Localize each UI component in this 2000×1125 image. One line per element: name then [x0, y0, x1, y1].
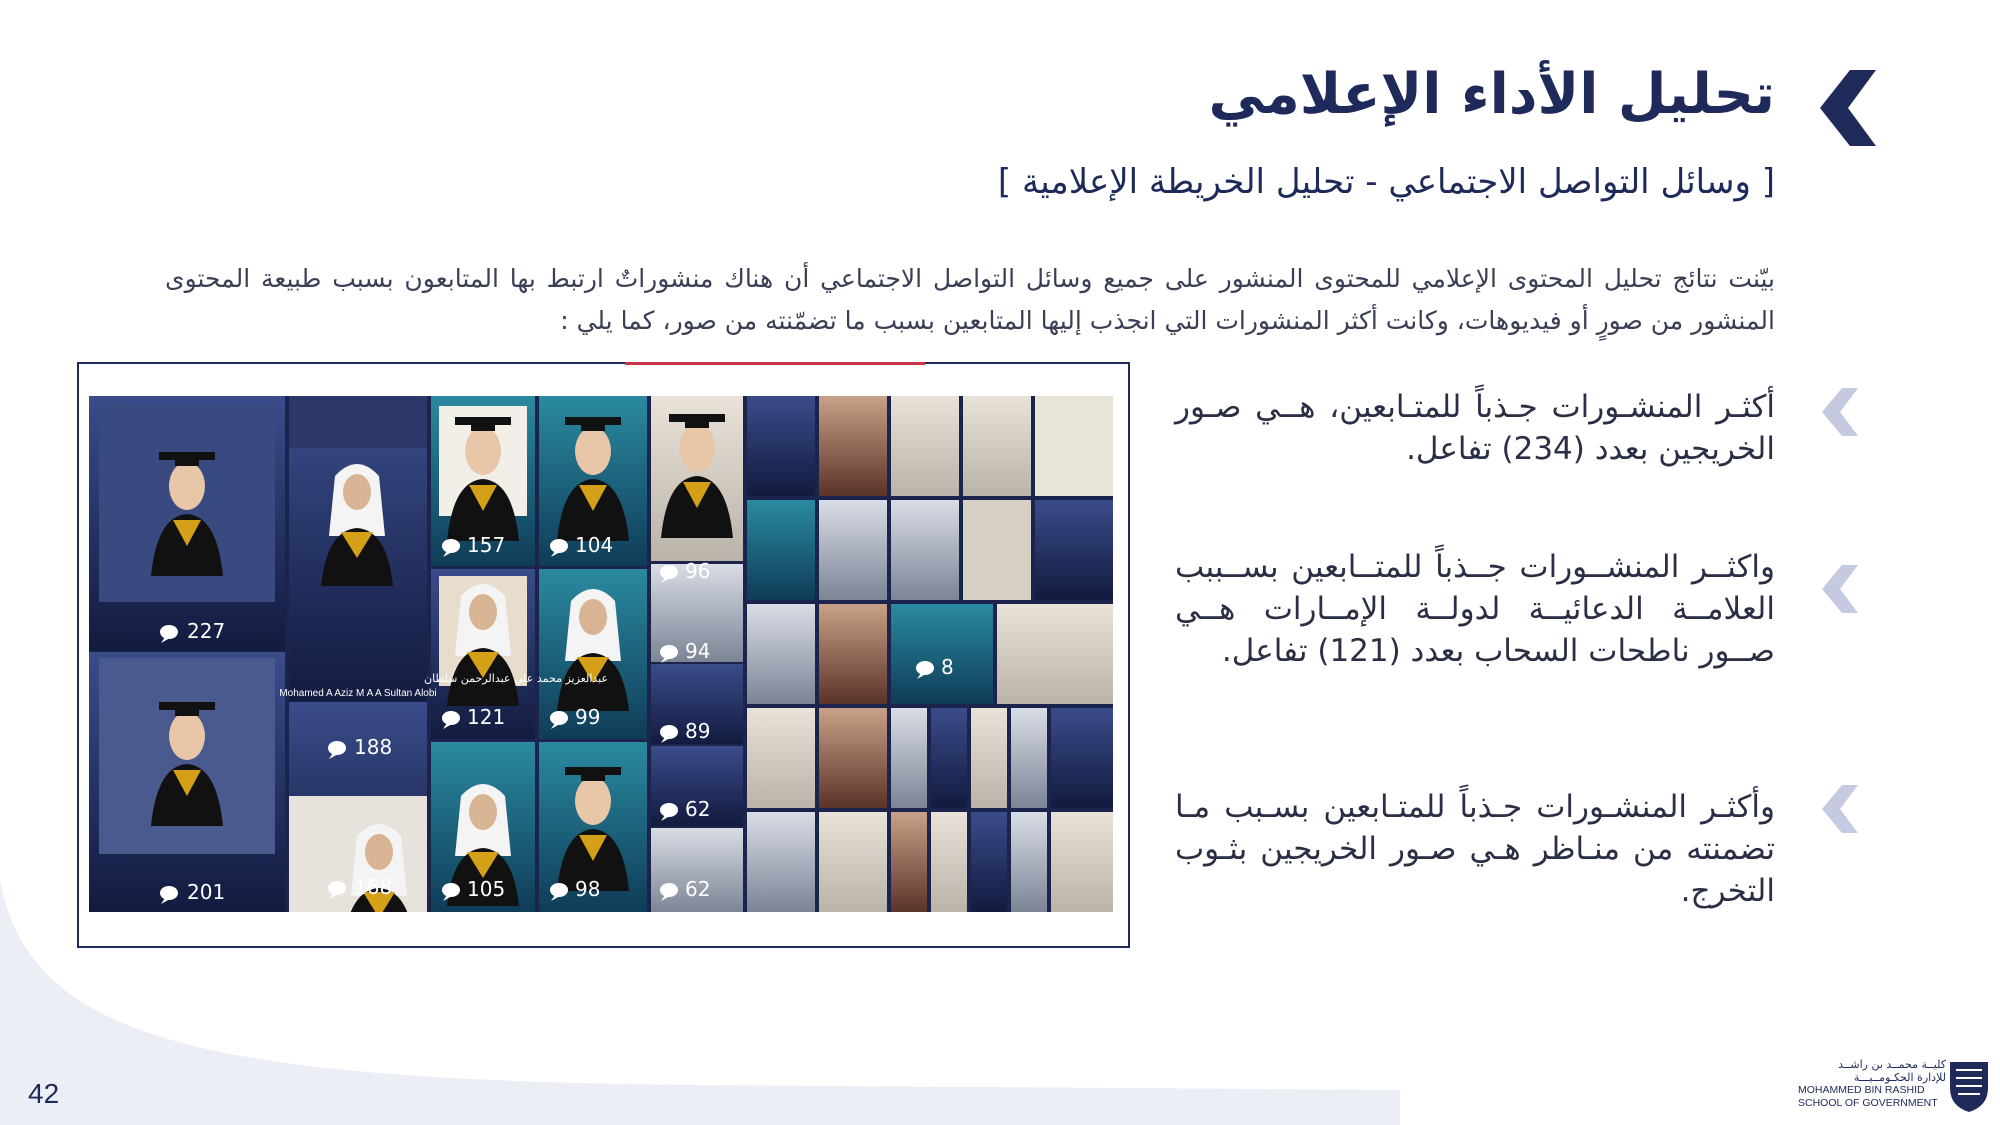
collage-accent-line — [625, 362, 925, 365]
logo-arabic-line2: للإدارة الحكـومــيـــة — [1853, 1071, 1946, 1084]
logo-english-line1: MOHAMMED BIN RASHID — [1798, 1084, 1925, 1096]
svg-text:157: 157 — [467, 533, 506, 557]
slide-title: تحليل الأداء الإعلامي — [1208, 62, 1775, 127]
bullet-chevron-icon — [1822, 388, 1858, 436]
bullet-skyscrapers: واكثــر المنشــورات جــذباً للمتــابعين بســببب العلامــة الدعائيــة لدولــة الإمــارات هــي صــور ناطحات السحاب بعدد (121) تفاعل. — [1175, 549, 1775, 669]
svg-text:168: 168 — [354, 875, 393, 899]
bullet-graduates: أكثـر المنشـورات جـذباً للمتـابعين، هــي صـور الخريجين بعدد (234) تفاعل. — [1175, 389, 1775, 467]
school-crest-icon — [1948, 1058, 1990, 1114]
svg-text:8: 8 — [941, 655, 954, 679]
svg-text:62: 62 — [685, 797, 711, 821]
svg-text:227: 227 — [187, 619, 226, 643]
svg-text:121: 121 — [467, 705, 506, 729]
collage-caption-english: Mohamed A Aziz M A A Sultan Alobi — [279, 688, 437, 699]
page-number: 42 — [28, 1078, 60, 1109]
svg-text:96: 96 — [685, 559, 711, 583]
logo-arabic-line1: كليــة محمــد بن راشــد — [1838, 1058, 1946, 1071]
intro-paragraph: بيّنت نتائج تحليل المحتوى الإعلامي للمحتوى المنشور على جميع وسائل التواصل الاجتماعي أن هناك منشوراتٌ ارتبط بها المتابعون بسبب طبيعة المحتوى المنشور من صورٍ أو فيديوهات، وكانت أكثر المنشورات التي انجذب إليها المتابعين بسبب ما تضمّنته من صور، كما يلي : — [165, 264, 1775, 335]
social-posts-collage — [89, 396, 1113, 912]
svg-text:89: 89 — [685, 719, 711, 743]
svg-text:94: 94 — [685, 639, 711, 663]
title-chevron-icon — [1820, 70, 1876, 146]
svg-text:99: 99 — [575, 705, 601, 729]
svg-text:105: 105 — [467, 877, 506, 901]
bullet-graduation-gown: وأكثـر المنشـورات جـذباً للمتـابعين بسـبب مـا تضمنته من منـاظر هـي صـور الخريجين بثـوب التخرج. — [1175, 789, 1775, 909]
collage-caption-arabic: عبدالعزيز محمد علي عبدالرحمن سلطان — [424, 672, 609, 685]
logo-english-line2: SCHOOL OF GOVERNMENT — [1798, 1097, 1938, 1109]
svg-text:62: 62 — [685, 877, 711, 901]
bullet-chevron-icon — [1822, 565, 1858, 613]
svg-text:104: 104 — [575, 533, 614, 557]
slide-subtitle: [ وسائل التواصل الاجتماعي - تحليل الخريطة الإعلامية ] — [997, 162, 1775, 202]
svg-text:98: 98 — [575, 877, 601, 901]
svg-text:188: 188 — [354, 735, 393, 759]
bullet-chevron-icon — [1822, 785, 1858, 833]
logo-text — [1798, 1058, 1946, 1110]
svg-text:201: 201 — [187, 880, 226, 904]
